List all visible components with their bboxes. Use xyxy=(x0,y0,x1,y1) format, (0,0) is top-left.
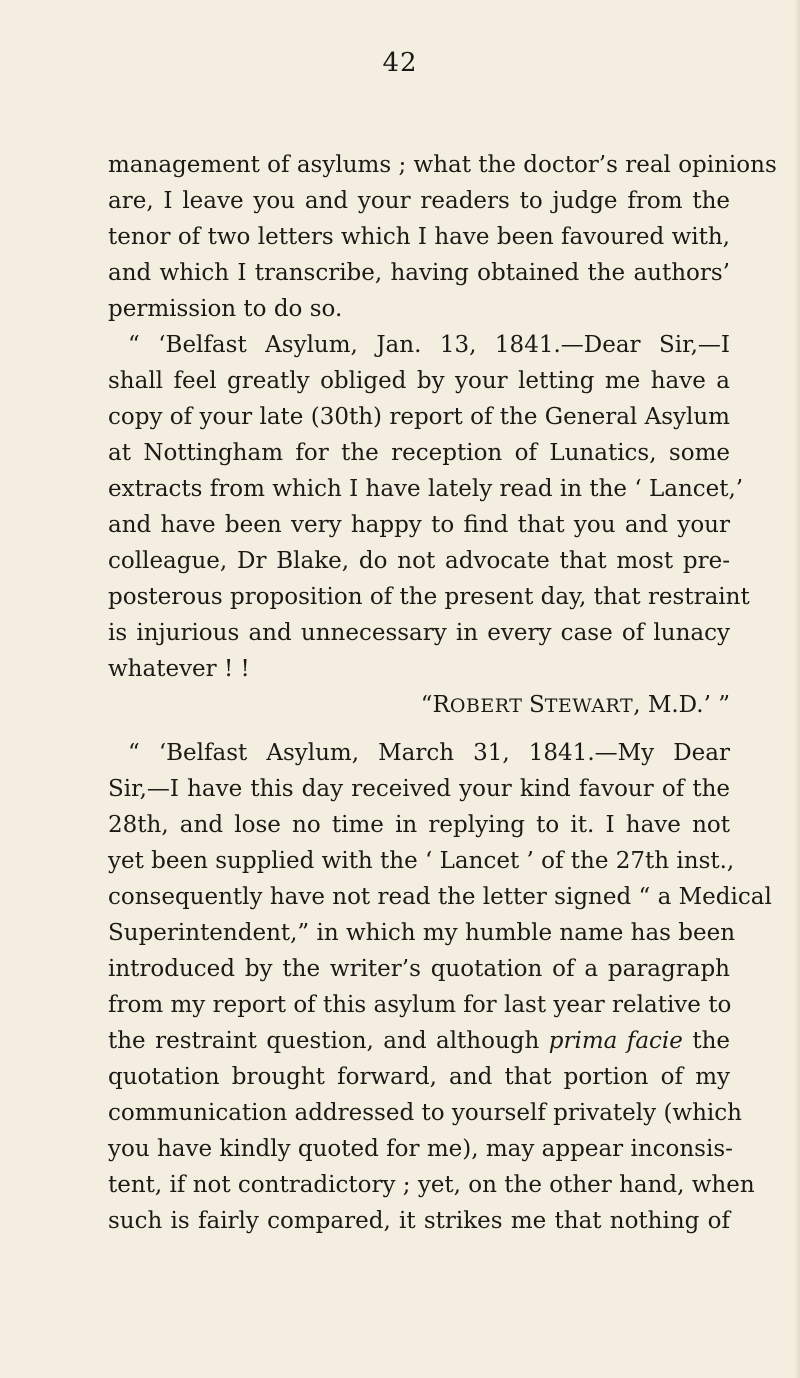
signature-part: , M.D.’ ” xyxy=(633,692,730,718)
text-line: permission to do so. xyxy=(108,296,343,322)
text-line: such is fairly compared, it strikes me that nothing of xyxy=(108,1208,730,1234)
signature-part: TEWART xyxy=(544,695,634,717)
text-line: introduced by the writer’s quotation of a paragraph xyxy=(108,956,730,982)
text-span: the xyxy=(692,1028,731,1054)
text-line: quotation brought forward, and that portion of my xyxy=(108,1064,730,1090)
text-line: Sir,—I have this day received your kind favour of the xyxy=(108,776,730,802)
page-number: 42 xyxy=(382,48,418,78)
text-span: the restraint question, and although xyxy=(108,1028,540,1054)
text-line: posterous proposition of the present day, that restraint xyxy=(108,584,750,610)
text-line: copy of your late (30th) report of the General Asylum xyxy=(108,404,730,430)
text-line: 28th, and lose no time in replying to it. I have not xyxy=(108,812,730,838)
text-line: communication addressed to yourself privately (which xyxy=(108,1100,742,1126)
signature-part: OBERT xyxy=(449,695,529,717)
text-line: Superintendent,” in which my humble name has been xyxy=(108,920,736,946)
text-line: tenor of two letters which I have been favoured with, xyxy=(108,224,730,250)
signature-part: S xyxy=(528,692,545,718)
text-line: whatever ! ! xyxy=(108,656,250,682)
text-line: are, I leave you and your readers to judge from the xyxy=(108,188,730,214)
text-line: is injurious and unnecessary in every case of lunacy xyxy=(108,620,730,646)
text-line: and have been very happy to find that you and your xyxy=(108,512,730,538)
text-line: extracts from which I have lately read in the ‘ Lancet,’ xyxy=(108,476,744,502)
page-edge-shadow xyxy=(794,0,800,1378)
text-line: “ ‘Belfast Asylum, Jan. 13, 1841.—Dear Sir,—I xyxy=(128,332,730,358)
text-line: from my report of this asylum for last year relative to xyxy=(108,992,732,1018)
signature-part: “R xyxy=(420,692,450,718)
text-line-with-italic xyxy=(108,1026,730,1056)
italic-phrase: prima facie xyxy=(548,1028,683,1054)
text-line: shall feel greatly obliged by your letting me have a xyxy=(108,368,730,394)
text-line: yet been supplied with the ‘ Lancet ’ of the 27th inst., xyxy=(108,848,735,874)
signature-robert-stewart xyxy=(108,690,730,721)
text-line: you have kindly quoted for me), may appear inconsis- xyxy=(108,1136,733,1162)
text-line: “ ‘Belfast Asylum, March 31, 1841.—My Dear xyxy=(128,740,730,766)
text-line: consequently have not read the letter signed “ a Medical xyxy=(108,884,772,910)
text-line: tent, if not contradictory ; yet, on the other hand, when xyxy=(108,1172,755,1198)
text-line: and which I transcribe, having obtained the authors’ xyxy=(108,260,730,286)
text-line: management of asylums ; what the doctor’s real opinions xyxy=(108,152,777,178)
text-line: at Nottingham for the reception of Lunatics, some xyxy=(108,440,730,466)
text-line: colleague, Dr Blake, do not advocate that most pre- xyxy=(108,548,730,574)
